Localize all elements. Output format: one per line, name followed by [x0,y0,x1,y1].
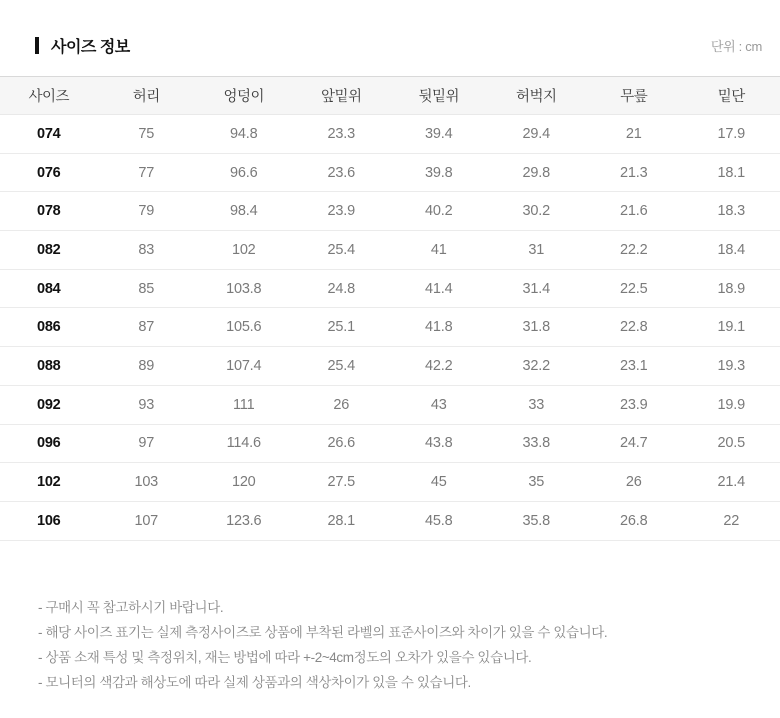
column-header: 앞밑위 [293,77,391,115]
measurement-cell: 24.8 [293,269,391,308]
measurement-cell: 89 [98,347,196,386]
measurement-cell: 77 [98,153,196,192]
measurement-cell: 79 [98,192,196,231]
measurement-cell: 18.9 [683,269,780,308]
measurement-cell: 35 [488,463,586,502]
table-row [0,153,780,192]
measurement-cell: 103 [98,463,196,502]
size-cell: 086 [0,308,98,347]
measurement-cell: 102 [195,231,293,270]
measurement-cell: 23.3 [293,115,391,154]
table-row [0,463,780,502]
measurement-cell: 25.4 [293,347,391,386]
measurement-cell: 40.2 [390,192,488,231]
measurement-cell: 22.2 [585,231,683,270]
measurement-cell: 32.2 [488,347,586,386]
column-header: 엉덩이 [195,77,293,115]
measurement-cell: 33 [488,385,586,424]
measurement-cell: 25.1 [293,308,391,347]
size-cell: 102 [0,463,98,502]
measurement-cell: 107 [98,501,196,540]
measurement-cell: 20.5 [683,424,780,463]
measurement-cell: 28.1 [293,501,391,540]
measurement-cell: 19.1 [683,308,780,347]
note-line: - 구매시 꼭 참고하시기 바랍니다. [38,599,224,615]
measurement-cell: 45.8 [390,501,488,540]
measurement-cell: 23.1 [585,347,683,386]
page-title: 사이즈 정보 [51,38,130,56]
measurement-cell: 33.8 [488,424,586,463]
note-line: - 해당 사이즈 표기는 실제 측정사이즈로 상품에 부착된 라벨의 표준사이즈와 차이가 있을 수 있습니다. [38,624,608,640]
size-cell: 092 [0,385,98,424]
measurement-cell: 105.6 [195,308,293,347]
measurement-cell: 22.8 [585,308,683,347]
measurement-cell: 21.4 [683,463,780,502]
measurement-cell: 23.9 [585,385,683,424]
measurement-cell: 29.4 [488,115,586,154]
measurement-cell: 42.2 [390,347,488,386]
measurement-cell: 93 [98,385,196,424]
measurement-cell: 29.8 [488,153,586,192]
unit-label: 단위 : cm [710,38,762,54]
measurement-cell: 25.4 [293,231,391,270]
measurement-cell: 19.3 [683,347,780,386]
measurement-cell: 43.8 [390,424,488,463]
title-bar-icon [35,37,39,54]
measurement-cell: 26 [585,463,683,502]
measurement-cell: 94.8 [195,115,293,154]
table-row [0,231,780,270]
measurement-cell: 18.3 [683,192,780,231]
column-header: 허리 [98,77,196,115]
size-cell: 082 [0,231,98,270]
table-header-row [0,77,780,115]
table-row [0,115,780,154]
measurement-cell: 41.4 [390,269,488,308]
table-row [0,385,780,424]
measurement-cell: 23.9 [293,192,391,231]
measurement-cell: 26 [293,385,391,424]
table-row [0,269,780,308]
column-header: 밑단 [683,77,780,115]
measurement-cell: 21.6 [585,192,683,231]
size-cell: 074 [0,115,98,154]
measurement-cell: 18.1 [683,153,780,192]
measurement-cell: 21.3 [585,153,683,192]
size-cell: 096 [0,424,98,463]
measurement-cell: 87 [98,308,196,347]
measurement-cell: 83 [98,231,196,270]
column-header: 뒷밑위 [390,77,488,115]
measurement-cell: 120 [195,463,293,502]
measurement-cell: 114.6 [195,424,293,463]
measurement-cell: 17.9 [683,115,780,154]
measurement-cell: 39.4 [390,115,488,154]
column-header: 무릎 [585,77,683,115]
measurement-cell: 75 [98,115,196,154]
measurement-cell: 35.8 [488,501,586,540]
size-cell: 076 [0,153,98,192]
measurement-cell: 85 [98,269,196,308]
table-row [0,424,780,463]
purchase-notes [38,595,780,695]
measurement-cell: 22 [683,501,780,540]
measurement-cell: 23.6 [293,153,391,192]
size-table [0,76,780,541]
section-title-group [35,34,130,57]
size-cell: 078 [0,192,98,231]
table-row [0,192,780,231]
measurement-cell: 26.6 [293,424,391,463]
measurement-cell: 39.8 [390,153,488,192]
section-header [0,0,780,57]
measurement-cell: 111 [195,385,293,424]
note-line: - 상품 소재 특성 및 측정위치, 재는 방법에 따라 +-2~4cm정도의 오차가 있을수 있습니다. [38,649,532,665]
size-cell: 084 [0,269,98,308]
column-header: 사이즈 [0,77,98,115]
measurement-cell: 27.5 [293,463,391,502]
size-cell: 106 [0,501,98,540]
size-cell: 088 [0,347,98,386]
note-line: - 모니터의 색감과 해상도에 따라 실제 상품과의 색상차이가 있을 수 있습니다. [38,674,471,690]
table-row [0,501,780,540]
measurement-cell: 43 [390,385,488,424]
measurement-cell: 31.8 [488,308,586,347]
measurement-cell: 24.7 [585,424,683,463]
measurement-cell: 41 [390,231,488,270]
measurement-cell: 96.6 [195,153,293,192]
measurement-cell: 30.2 [488,192,586,231]
measurement-cell: 97 [98,424,196,463]
measurement-cell: 31.4 [488,269,586,308]
measurement-cell: 45 [390,463,488,502]
measurement-cell: 103.8 [195,269,293,308]
measurement-cell: 31 [488,231,586,270]
table-row [0,347,780,386]
column-header: 허벅지 [488,77,586,115]
measurement-cell: 123.6 [195,501,293,540]
measurement-cell: 26.8 [585,501,683,540]
measurement-cell: 22.5 [585,269,683,308]
measurement-cell: 18.4 [683,231,780,270]
measurement-cell: 41.8 [390,308,488,347]
table-row [0,308,780,347]
measurement-cell: 98.4 [195,192,293,231]
measurement-cell: 19.9 [683,385,780,424]
measurement-cell: 21 [585,115,683,154]
measurement-cell: 107.4 [195,347,293,386]
